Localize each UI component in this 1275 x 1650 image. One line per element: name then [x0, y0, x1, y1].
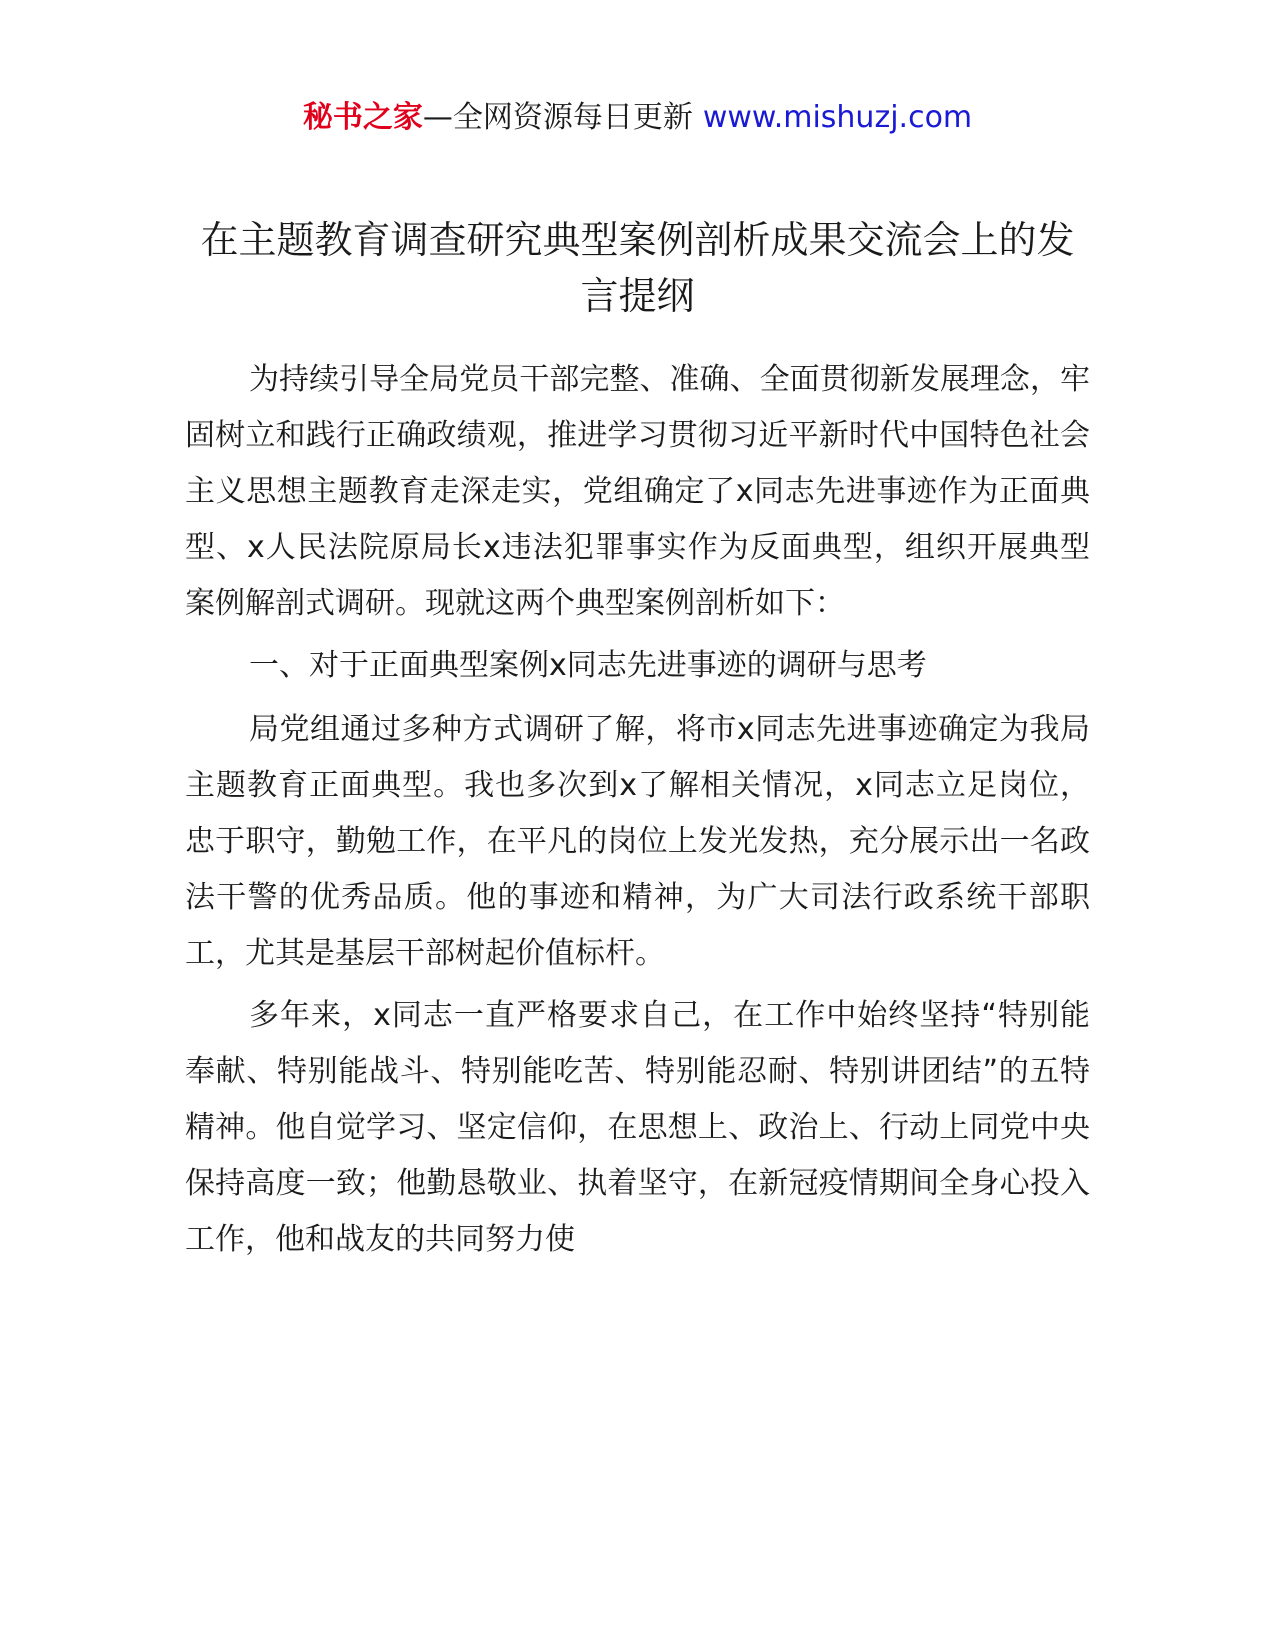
site-header — [0, 98, 1275, 138]
header-tagline: —全网资源每日更新 — [422, 100, 693, 135]
paragraph-3: 多年来，x同志一直严格要求自己，在工作中始终坚持“特别能奉献、特别能战斗、特别能吃苦、特别能忍耐、特别讲团结”的五特精神。他自觉学习、坚定信仰，在思想上、政治上、行动上同党中央保持高度一致；他勤恳敬业、执着坚守，在新冠疫情期间全身心投入工作，他和战友的共同努力使 — [185, 998, 1090, 1257]
document-body — [185, 352, 1090, 1274]
site-url-link[interactable]: www.mishuzj.com — [702, 100, 973, 135]
paragraph-2: 局党组通过多种方式调研了解，将市x同志先进事迹确定为我局主题教育正面典型。我也多次到x了解相关情况，x同志立足岗位，忠于职守，勤勉工作，在平凡的岗位上发光发热，充分展示出一名政法干警的优秀品质。他的事迹和精神，为广大司法行政系统干部职工，尤其是基层干部树起价值标杆。 — [185, 712, 1090, 971]
document-title: 在主题教育调查研究典型案例剖析成果交流会上的发言提纲 — [200, 218, 1075, 318]
brand-name: 秘书之家 — [302, 100, 423, 135]
section-heading-1: 一、对于正面典型案例x同志先进事迹的调研与思考 — [249, 648, 927, 683]
paragraph-intro: 为持续引导全局党员干部完整、准确、全面贯彻新发展理念，牢固树立和践行正确政绩观，推进学习贯彻习近平新时代中国特色社会主义思想主题教育走深走实，党组确定了x同志先进事迹作为正面典型、x人民法院原局长x违法犯罪事实作为反面典型，组织开展典型案例解剖式调研。现就这两个典型案例剖析如下： — [185, 362, 1090, 621]
